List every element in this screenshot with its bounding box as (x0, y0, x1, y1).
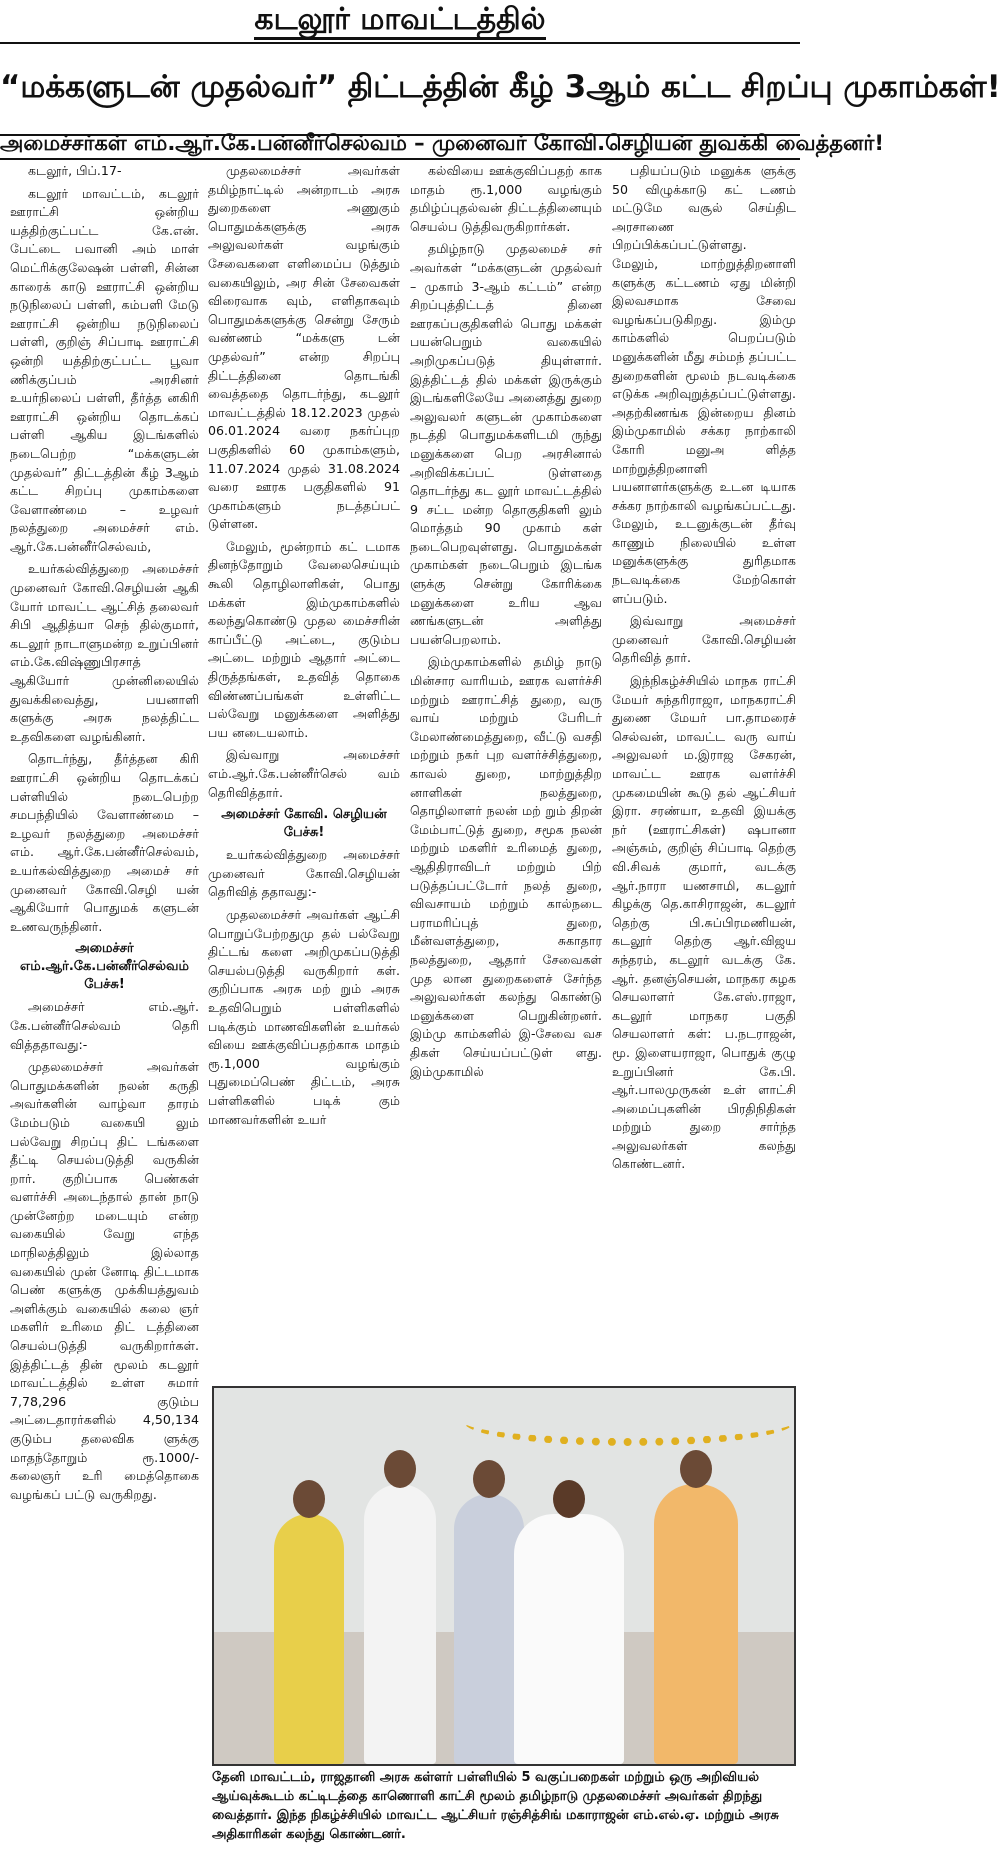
news-photo (212, 1386, 796, 1766)
paragraph: உயர்கல்வித்துறை அமைச்சர் முனைவர் கோவி.செழியன் தெரிவித் ததாவது:- (208, 847, 400, 900)
flower-garland (464, 1398, 794, 1446)
paragraph: முதலமைச்சர் அவர்கள் பொதுமக்களின் நலன் கருதி அவர்களின் வாழ்வா தாரம் மேம்படும் வகையி லும் பல்வேறு சிறப்பு திட் டங்களை தீட்டி செயல்படுத்தி வருகின் றார். குறிப்பாக பெண்கள் வளர்ச்சி அடைந்தால் தான் நாடு முன்னேற்ற மடையும் என்ற வகையில் வேறு எந்த மாநிலத்திலும் இல்லாத வகையில் முன் னோடி திட்டமாக பெண் களுக்கு முக்கியத்துவம் அளிக்கும் வகையில் கலை ஞர் மகளிர் உரிமை திட் டத்தினை செயல்படுத்தி வருகிறார்கள். இத்திட்டத் தின் மூலம் கடலூர் மாவட்டத்தில் உள்ள சுமார் 7,78,296 குடும்ப அட்டைதாரர்களில் 4,50,134 குடும்ப தலைவிக ளுக்கு மாதந்தோறும் ரூ.1000/- கலைஞர் உரி மைத்தொகை வழங்கப் பட்டு வருகிறது. (10, 1059, 199, 1502)
column-2 (208, 162, 400, 1377)
photo-caption: தேனி மாவட்டம், ராஜதானி அரசு கள்ளர் பள்ளியில் 5 வகுப்பறைகள் மற்றும் ஒரு அறிவியல் ஆய்வுக்கூடம் கட்டிடத்தை காணொளி காட்சி மூலம் தமிழ்நாடு முதலமைச்சர் அவர்கள் திறந்து வைத்தார். இந்த நிகழ்ச்சியில் மாவட்ட ஆட்சியர் ரஞ்சித்சிங் மகாராஜன் எம்.எல்.ஏ. மற்றும் அரசு அதிகாரிகள் கலந்து கொண்டனர். (212, 1770, 779, 1842)
person-figure (514, 1514, 624, 1764)
paragraph: உயர்கல்வித்துறை அமைச்சர் முனைவர் கோவி.செழியன் ஆகி யோர் மாவட்ட ஆட்சித் தலைவர் சிபி ஆதித்யா செந் தில்குமார், கடலூர் நாடாளுமன்ற உறுப்பினர் எம்.கே.விஷ்ணுபிரசாத் ஆகியோர் முன்னிலையில் துவக்கிவைத்து, பயனாளி களுக்கு அரசு நலத்திட்ட உதவிகளை வழங்கினர். (10, 561, 199, 744)
kicker (0, 0, 800, 40)
paragraph: கடலூர் மாவட்டம், கடலூர் ஊராட்சி ஒன்றிய யத்திற்குட்பட்ட கே.என். பேட்டை பவானி அம் மாள் மெட்ரிக்குலேஷன் பள்ளி, சின்ன காரைக் காடு ஊராட்சி ஒன்றிய நடுநிலைப் பள்ளி, கம்பளி மேடு ஊராட்சி ஒன்றிய நடுநிலைப் பள்ளி, குறிஞ் சிப்பாடி ஊராட்சி ஒன்றி யத்திற்குட்பட்ட பூவா ணிக்குப்பம் அரசினர் உயர்நிலைப் பள்ளி, தீர்த்த னகிரி ஊராட்சி ஒன்றிய தொடக்கப் பள்ளி ஆகிய இடங்களில் நடைபெற்ற “மக்களுடன் முதல்வர்” திட்டத்தின் கீழ் 3ஆம் கட்ட சிறப்பு முகாம்களை வேளாண்மை – உழவர் நலத்துறை அமைச்சர் எம். ஆர்.கே.பன்னீர்செல்வம், (10, 185, 199, 554)
person-figure (654, 1484, 738, 1764)
section-heading: அமைச்சர் எம்.ஆர்.கே.பன்னீர்செல்வம் பேச்சு! (20, 941, 189, 993)
paragraph: கல்வியை ஊக்குவிப்பதற் காக மாதம் ரூ.1,000 வழங்கும் தமிழ்ப்புதல்வன் திட்டத்தினையும் செயல்ப டுத்திவருகிறார்கள். (410, 163, 602, 234)
paragraph: கடலூர், பிப்.17- (28, 163, 122, 178)
paragraph: பதியப்படும் மனுக்க ளுக்கு 50 விழுக்காடு கட் டணம் மட்டுமே வசூல் செய்திட அரசாணை பிறப்பிக்கப்பட்டுள்ளது. மேலும், மாற்றுத்திறனாளி களுக்கு கட்டணம் ஏது மின்றி இலவசமாக சேவை வழங்கப்படுகிறது. இம்மு காம்களில் பெறப்படும் மனுக்களின் மீது சம்மந் தப்பட்ட துறைகளின் மூலம் நடவடிக்கை எடுக்க அறிவுறுத்தப்பட்டுள்ளது. அதற்கிணங்க இன்றைய தினம் இம்முகாமில் சக்கர நாற்காலி கோரி மனுஅ ளித்த மாற்றுத்திறனாளி பயனாளர்களுக்கு உடன டியாக சக்கர நாற்காலி வழங்கப்பட்டது. மேலும், உடனுக்குடன் தீர்வு காணும் நிலையில் உள்ள மனுக்களுக்கு துரிதமாக நடவடிக்கை மேற்கொள் ளப்படும். (612, 163, 796, 606)
paragraph: இந்நிகழ்ச்சியில் மாநக ராட்சி மேயர் சுந்தரிராஜா, மாநகராட்சி துணை மேயர் பா.தாமரைச் செல்வன், மாவட்ட வரு வாய் அலுவலர் ம.இராஜ சேகரன், மாவட்ட ஊரக வளர்ச்சி முகமையின் கூடு தல் ஆட்சியர் இரா. சரண்யா, உதவி இயக்கு நர் (ஊராட்சிகள்) ஷபானா அஞ்சும், குறிஞ் சிப்பாடி தெற்கு வி.சிவக் குமார், வடக்கு ஆர்.நாரா யணசாமி, கடலூர் கிழக்கு தெ.காசிராஜன், கடலூர் தெற்கு பி.சுப்பிரமணியன், கடலூர் தெற்கு ஆர்.விஜய சுந்தரம், கடலூர் வடக்கு கே. ஆர். தனஞ்செயன், மாநகர கழக செயலாளர் கே.எஸ்.ராஜா, கடலூர் மாநகர பகுதி செயலாளர் கள்: ப.நடராஜன், மூ. இளையராஜா, பொதுக் குழு உறுப்பினர் கே.பி. ஆர்.பாலமுருகன் உள் ளாட்சி அமைப்புகளின் பிரதிநிதிகள் மற்றும் துறை சார்ந்த அலுவலர்கள் கலந்து கொண்டனர். (612, 673, 796, 1172)
paragraph: முதலமைச்சர் அவர்கள் ஆட்சி பொறுப்பேற்றதுமு தல் பல்வேறு திட்டங் களை அறிமுகப்படுத்தி செயல்படுத்தி வருகிறார் கள். குறிப்பாக அரசு மற் றும் அரசு உதவிபெறும் பள்ளிகளில் படிக்கும் மாணவிகளின் உயர்கல் வியை ஊக்குவிப்பதற்காக மாதம் ரூ.1,000 வழங்கும் புதுமைப்பெண் திட்டம், அரசு பள்ளிகளில் படிக் கும் மாணவர்களின் உயர் (208, 906, 400, 1127)
kicker-text: கடலூர் மாவட்டத்தில் (254, 2, 545, 40)
paragraph: இவ்வாறு அமைச்சர் முனைவர் கோவி.செழியன் தெரிவித் தார். (612, 613, 796, 666)
paragraph: இவ்வாறு அமைச்சர் எம்.ஆர்.கே.பன்னீர்செல் வம் தெரிவித்தார். (208, 747, 400, 800)
column-4 (612, 162, 796, 1377)
section-heading: அமைச்சர் கோவி. செழியன் பேச்சு! (221, 807, 387, 841)
paragraph: இம்முகாம்களில் தமிழ் நாடு மின்சார வாரியம், ஊரக வளர்ச்சி மற்றும் ஊராட்சித் துறை, வரு வாய் மற்றும் பேரிடர் மேலாண்மைத்துறை, வீட்டு வசதி மற்றும் நகர் புற வளர்ச்சித்துறை, காவல் துறை, மாற்றுத்திற னாளிகள் நலத்துறை, தொழிலாளர் நலன் மற் றும் திறன் மேம்பாட்டுத் துறை, சமூக நலன் மற்றும் மகளிர் உரிமைத் துறை, ஆதிதிராவிடர் மற்றும் பிற் படுத்தப்பட்டோர் நலத் துறை, விவசாயம் மற்றும் கால்நடை பராமரிப்புத் துறை, மீன்வளத்துறை, சுகாதார நலத்துறை, ஆதார் சேவைகள் முத லான துறைகளைச் சேர்ந்த அலுவலர்கள் கலந்து கொண்டு மனுக்களை பெறுகின்றனர். இம்மு காம்களில் இ-சேவை வச திகள் செய்யப்பட்டுள் ளது. இம்முகாமில் (410, 654, 602, 1079)
divider (0, 158, 800, 160)
column-3 (410, 162, 602, 1377)
paragraph: தமிழ்நாடு முதலமைச் சர் அவர்கள் “மக்களுடன் முதல்வர் – முகாம் 3-ஆம் கட்டம்” என்ற சிறப்புத்திட்டத் தினை ஊரகப்பகுதிகளில் பொது மக்கள் பயன்பெறும் வகையில் அறிமுகப்படுத் தியுள்ளார். இத்திட்டத் தில் மக்கள் இருக்கும் இடங்களிலேயே அனைத்து துறை அலுவலர் களுடன் முகாம்களை நடத்தி பொதுமக்களிடமி ருந்து மனுக்களை பெற அரசினால் அறிவிக்கப்பட் டுள்ளதை தொடர்ந்து கட லூர் மாவட்டத்தில் 9 சட்ட மன்ற தொகுதிகளி லும் மொத்தம் 90 முகாம் கள் நடைபெறவுள்ளது. பொதுமக்கள் முகாம்கள் நடைபெறும் இடங்க ளுக்கு சென்று கோரிக்கை மனுக்களை உரிய ஆவ ணங்களுடன் அளித்து பயன்பெறலாம். (410, 241, 602, 647)
paragraph: தொடர்ந்து, தீர்த்தன கிரி ஊராட்சி ஒன்றிய தொடக்கப் பள்ளியில் நடைபெற்ற சமபந்தியில் வேளாண்மை – உழவர் நலத்துறை அமைச்சர் எம். ஆர்.கே.பன்னீர்செல்வம், உயர்கல்வித்துறை அமைச் சர் முனைவர் கோவி.செழி யன் ஆகியோர் பொதுமக் களுடன் உணவருந்தினர். (10, 751, 199, 934)
person-figure (364, 1484, 436, 1764)
paragraph: முதலமைச்சர் அவர்கள் தமிழ்நாட்டில் அன்றாடம் அரசு துறைகளை அணுகும் பொதுமக்களுக்கு அரசு அலுவலர்கள் வழங்கும் சேவைகளை எளிமைப்ப டுத்தும் வகையிலும், அர சின் சேவைகள் விரைவாக வும், எளிதாகவும் பொதுமக்களுக்கு சென்று சேரும் வண்ணம் “மக்களு டன் முதல்வர்” என்ற சிறப்பு திட்டத்தினை தொடங்கி வைத்ததை தொடர்ந்து, கடலூர் மாவட்டத்தில் 18.12.2023 முதல் 06.01.2024 வரை நகர்ப்புற பகுதிகளில் 60 முகாம்களும், 11.07.2024 முதல் 31.08.2024 வரை ஊரக பகுதிகளில் 91 முகாம்களும் நடத்தப்பட் டுள்ளன. (208, 163, 400, 532)
subhead: அமைச்சர்கள் எம்.ஆர்.கே.பன்னீர்செல்வம் – முனைவர் கோவி.செழியன் துவக்கி வைத்தனர்! (0, 131, 884, 155)
column-1 (10, 162, 199, 1862)
paragraph: அமைச்சர் எம்.ஆர். கே.பன்னீர்செல்வம் தெரி வித்ததாவது:- (10, 999, 199, 1052)
paragraph: மேலும், மூன்றாம் கட் டமாக தினந்தோறும் வேலைசெய்யும் கூலி தொழிலாளிகள், பொது மக்கள் இம்முகாம்களில் கலந்துகொண்டு முதல மைச்சரின் காப்பீட்டு அட்டை, குடும்ப அட்டை மற்றும் ஆதார் அட்டை திருத்தங்கள், உதவித் தொகை விண்ணப்பங்கள் உள்ளிட்ட பல்வேறு மனுக்களை அளித்து பய னடையலாம். (208, 538, 400, 740)
person-figure (274, 1514, 344, 1764)
headline: “மக்களுடன் முதல்வர்” திட்டத்தின் கீழ் 3ஆம் கட்ட சிறப்பு முகாம்கள்! (0, 42, 800, 136)
